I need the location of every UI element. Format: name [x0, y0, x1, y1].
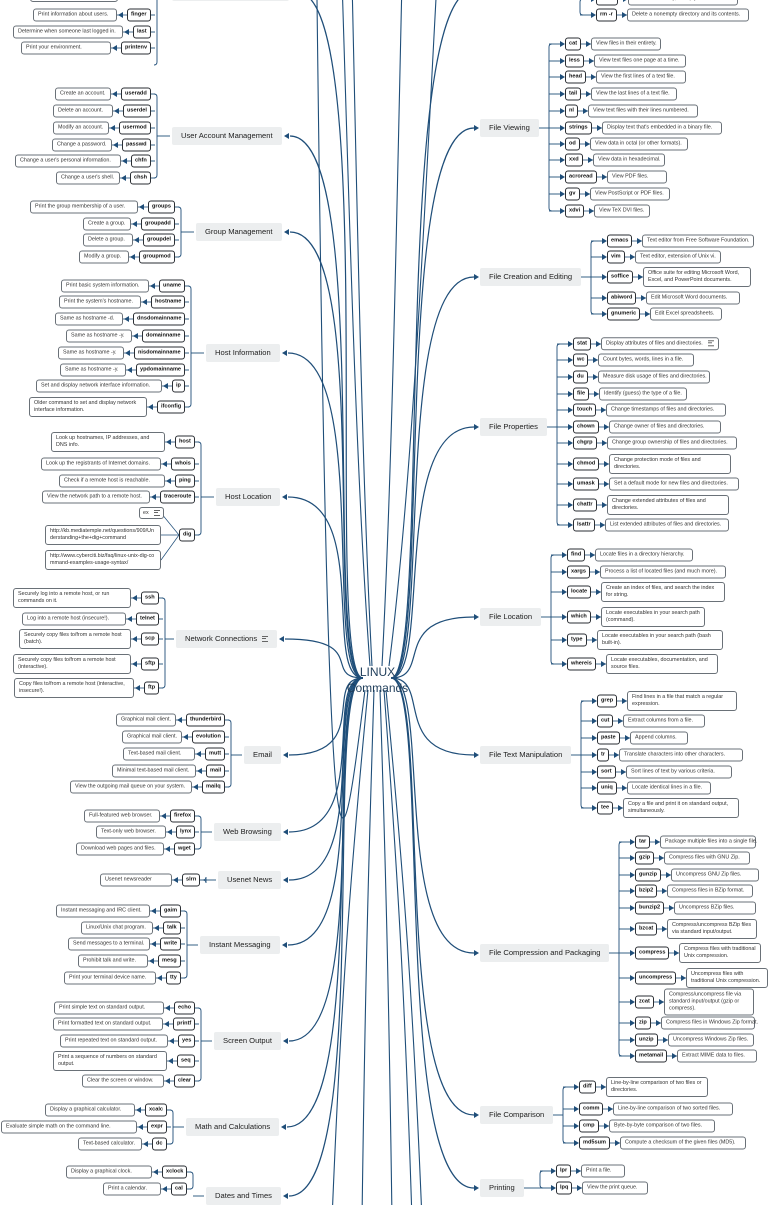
command-description: Display a graphical clock.: [66, 1166, 152, 1179]
command-description: Compress files in BZip format.: [667, 885, 753, 898]
command-description: Locate files in a directory hierarchy.: [595, 549, 693, 562]
command-ssh[interactable]: ssh: [141, 592, 159, 605]
command-description: Text-based calculator.: [78, 1138, 142, 1151]
command-description: Change a user's shell.: [56, 172, 120, 185]
command-scp[interactable]: scp: [141, 633, 159, 646]
command-hostname[interactable]: hostname: [151, 296, 185, 309]
command-description: Compress files in Windows Zip format.: [661, 1017, 755, 1030]
command-description: Print basic system information.: [61, 280, 149, 293]
command-md5sum[interactable]: md5sum: [579, 1137, 610, 1150]
command-description: Text editor, extension of Unix vi.: [635, 251, 721, 264]
command-lpq[interactable]: lpq: [556, 1182, 572, 1195]
command-description: Older command to set and display network interface information.: [29, 397, 147, 417]
command-description: Display attributes of files and directories.: [601, 337, 719, 350]
command-description: Change extended attributes of files and directories.: [607, 495, 729, 515]
command-description: Print repeated text on standard output.: [60, 1035, 168, 1048]
command-description: Line-by-line comparison of two files or directories.: [606, 1077, 708, 1097]
command-description: Display a graphical calculator.: [45, 1104, 135, 1117]
command-less[interactable]: less: [565, 55, 584, 68]
command-description: Locate executables in your search path (bash built-in).: [597, 630, 723, 650]
command-passwd[interactable]: passwd: [122, 139, 151, 152]
command-description: Print formatted text on standard output.: [53, 1018, 163, 1031]
command-clear[interactable]: clear: [174, 1075, 195, 1088]
command-evolution[interactable]: evolution: [192, 731, 225, 744]
command-description: Uncompress BZip files.: [674, 902, 756, 915]
command-gv[interactable]: gv: [565, 188, 580, 201]
command-description: [30, 0, 118, 2]
command-stat[interactable]: stat: [573, 338, 591, 351]
command-description: Graphical mail client.: [116, 714, 176, 727]
command-strings[interactable]: strings: [565, 122, 592, 135]
command-description: Securely log into a remote host, or run commands on it.: [13, 588, 131, 608]
command-ip[interactable]: ip: [172, 380, 185, 393]
command-description: Securely copy files to/from a remote host (batch).: [19, 629, 131, 649]
command-description: Usenet newsreader: [100, 874, 172, 887]
command-lynx[interactable]: lynx: [176, 826, 195, 839]
command-description: Log into a remote host (insecure!).: [22, 613, 126, 626]
central-topic-line2: Commands: [346, 681, 409, 695]
command-description: Change a password.: [52, 139, 112, 152]
command-description: View PDF files.: [607, 171, 667, 184]
command-touch[interactable]: touch: [573, 404, 596, 417]
command-file[interactable]: file: [573, 388, 589, 401]
topic-host-information[interactable]: Host Information: [206, 344, 280, 362]
command-telnet[interactable]: telnet: [136, 613, 159, 626]
command-talk[interactable]: talk: [163, 922, 181, 935]
topic-file-creation-and-editing[interactable]: File Creation and Editing: [480, 268, 581, 286]
command-abiword[interactable]: abiword: [607, 292, 636, 305]
command-description: Minimal text-based mail client.: [112, 765, 196, 778]
command-chsh[interactable]: chsh: [130, 172, 151, 185]
command-description: View TeX DVI files.: [594, 205, 650, 218]
command-description: Clear the screen or window.: [82, 1075, 164, 1088]
command-mesg[interactable]: mesg: [158, 955, 181, 968]
command-zcat[interactable]: zcat: [635, 996, 654, 1009]
command-zip[interactable]: zip: [635, 1017, 651, 1030]
command-printf[interactable]: printf: [173, 1018, 195, 1031]
command-description: Byte-by-byte comparison of two files.: [609, 1120, 715, 1133]
command-slrn[interactable]: slrn: [182, 874, 200, 887]
command-description: Sort lines of text by various criteria.: [626, 766, 732, 779]
topic-math-and-calculations[interactable]: Math and Calculations: [186, 1118, 279, 1136]
command-description: Text-based mail client.: [123, 748, 195, 761]
topic-group-management[interactable]: Group Management: [196, 223, 282, 241]
topic-file-viewing[interactable]: File Viewing: [480, 119, 539, 137]
command-paste[interactable]: paste: [597, 732, 620, 745]
command-mailq[interactable]: mailq: [202, 781, 225, 794]
command-rmdir[interactable]: [596, 0, 618, 6]
command-description: Compress/uncompress BZip files via standard input/output.: [667, 919, 757, 939]
command-description: View the print queue.: [582, 1182, 648, 1195]
command-description: Change timestamps of files and directories.: [606, 404, 726, 417]
command-description: View the first lines of a text file.: [596, 71, 686, 84]
command-description: Uncompress Windows Zip files.: [668, 1034, 754, 1047]
command-bunzip2[interactable]: bunzip2: [635, 902, 664, 915]
command-chgrp[interactable]: chgrp: [573, 437, 597, 450]
command-description: Change protection mode of files and directories.: [609, 454, 731, 474]
command-description: Edit Microsoft Word documents.: [646, 292, 740, 305]
command-od[interactable]: od: [565, 138, 580, 151]
command-bzip2[interactable]: bzip2: [635, 885, 657, 898]
command-xdvi[interactable]: xdvi: [565, 205, 584, 218]
command-tee[interactable]: tee: [597, 802, 613, 815]
command-sftp[interactable]: sftp: [141, 658, 159, 671]
note-icon[interactable]: [154, 510, 160, 516]
command-nl[interactable]: nl: [565, 105, 578, 118]
command-tty[interactable]: tty: [166, 972, 181, 985]
command-expr[interactable]: expr: [147, 1121, 167, 1134]
command-nisdomainname[interactable]: nisdomainname: [134, 347, 185, 360]
command-description: Print a calendar.: [103, 1183, 161, 1196]
central-topic[interactable]: [330, 664, 425, 696]
command-description: Line-by-line comparison of two sorted files.: [613, 1103, 733, 1116]
command-mail[interactable]: mail: [206, 765, 225, 778]
command-description: View data in octal (or other formats).: [590, 138, 688, 151]
command-description: Process a list of located files (and much more).: [600, 566, 726, 579]
command-cut[interactable]: cut: [597, 715, 613, 728]
command-thunderbird[interactable]: thunderbird: [186, 714, 225, 727]
command-domainname[interactable]: domainname: [142, 330, 185, 343]
command-ftp[interactable]: ftp: [144, 682, 159, 695]
topic-file-comparison[interactable]: File Comparison: [480, 1106, 553, 1124]
topic-file-location[interactable]: File Location: [480, 608, 541, 626]
command-which[interactable]: which: [567, 611, 591, 624]
command-description: Copy files to/from a remote host (interactive, insecure!).: [14, 678, 134, 698]
command-description: Change a user's personal information.: [15, 155, 121, 168]
command-description: View text files with their lines numbered.: [588, 105, 698, 118]
command-usermod[interactable]: usermod: [119, 122, 151, 135]
command-wget[interactable]: wget: [174, 843, 195, 856]
command-description: Print your environment.: [21, 42, 111, 55]
topic-host-location[interactable]: Host Location: [216, 488, 280, 506]
topic-usenet-news[interactable]: Usenet News: [218, 871, 281, 889]
command-comm[interactable]: comm: [579, 1103, 603, 1116]
command-description: Determine when someone last logged in.: [13, 26, 123, 39]
reference-link[interactable]: http://kb.mediatemple.net/questions/909/Understanding+the+dig+command: [45, 525, 161, 545]
command-groupmod[interactable]: groupmod: [139, 251, 175, 264]
command-dnsdomainname[interactable]: dnsdomainname: [133, 313, 185, 326]
command-description: Locate identical lines in a file.: [627, 782, 711, 795]
command-traceroute[interactable]: traceroute: [160, 491, 195, 504]
example-label[interactable]: ex: [139, 507, 164, 519]
command-lpr[interactable]: lpr: [556, 1165, 571, 1178]
command-groupdel[interactable]: groupdel: [143, 234, 175, 247]
command-host[interactable]: host: [175, 436, 195, 449]
command-acroread[interactable]: acroread: [565, 171, 597, 184]
command-description: Text-only web browser.: [96, 826, 166, 839]
topic-users-and-their-environment[interactable]: [172, 0, 289, 1]
command-description: Delete a group.: [83, 234, 133, 247]
command-description: Change owner of files and directories.: [609, 421, 721, 434]
command-last[interactable]: last: [133, 26, 151, 39]
command-groups[interactable]: groups: [148, 201, 175, 214]
command-chown[interactable]: chown: [573, 421, 599, 434]
command-description: Extract columns from a file.: [623, 715, 705, 728]
command-description: Translate characters into other characters.: [619, 749, 743, 762]
command-mutt[interactable]: mutt: [205, 748, 225, 761]
command-ping[interactable]: ping: [175, 475, 195, 488]
command-description: Print simple text on standard output.: [54, 1002, 164, 1015]
command-description: Print a sequence of numbers on standard output.: [53, 1051, 167, 1071]
topic-instant-messaging[interactable]: Instant Messaging: [200, 936, 280, 954]
command-description: Securely copy files to/from a remote host (interactive).: [13, 654, 131, 674]
topic-network-connections[interactable]: Network Connections: [176, 630, 277, 648]
command-gnumeric[interactable]: gnumeric: [607, 308, 640, 321]
command-description: Print a file.: [581, 1165, 625, 1178]
command-dig[interactable]: dig: [179, 529, 195, 542]
command-tar[interactable]: tar: [635, 836, 650, 849]
command-wc[interactable]: wc: [573, 354, 588, 367]
command-description: Download web pages and files.: [76, 843, 164, 856]
command-description: Delete a nonempty directory and its contents.: [627, 9, 749, 22]
command-head[interactable]: head: [565, 71, 586, 84]
command-write[interactable]: write: [160, 938, 181, 951]
command-description: Display text that's embedded in a binary file.: [602, 122, 722, 135]
topic-printing[interactable]: Printing: [480, 1179, 524, 1197]
command-du[interactable]: du: [573, 371, 588, 384]
command-yes[interactable]: yes: [178, 1035, 195, 1048]
topic-user-account-management[interactable]: User Account Management: [172, 127, 282, 145]
command-description: Measure disk usage of files and directories.: [598, 371, 710, 384]
command-metamail[interactable]: metamail: [635, 1050, 667, 1063]
command-description: Create a group.: [83, 218, 131, 231]
command-whereis[interactable]: whereis: [567, 658, 596, 671]
command-soffice[interactable]: soffice: [607, 271, 633, 284]
topic-web-browsing[interactable]: Web Browsing: [214, 823, 281, 841]
command-description: List extended attributes of files and directories.: [605, 519, 729, 532]
command-description: Print information about users.: [33, 9, 117, 22]
command-uname[interactable]: uname: [159, 280, 185, 293]
command-description: Uncompress GNU Zip files.: [671, 869, 759, 882]
command-chattr[interactable]: chattr: [573, 499, 597, 512]
command-rm-r[interactable]: rm -r: [596, 9, 617, 22]
command-description: Graphical mail client.: [122, 731, 182, 744]
command-tail[interactable]: tail: [565, 88, 581, 101]
command-description: Prohibit talk and write.: [78, 955, 148, 968]
command-cmp[interactable]: cmp: [579, 1120, 599, 1133]
command-description: Compute a checksum of the given files (MD5).: [620, 1137, 746, 1150]
command-xargs[interactable]: xargs: [567, 566, 590, 579]
command-description: Identify (guess) the type of a file.: [599, 388, 687, 401]
command-description: Same as hostname -d.: [55, 313, 123, 326]
command-useradd[interactable]: useradd: [121, 88, 151, 101]
command-ifconfig[interactable]: ifconfig: [157, 401, 185, 414]
command-description: Print your terminal device name.: [64, 972, 156, 985]
command-description: Look up hostnames, IP addresses, and DNS info.: [51, 432, 165, 452]
command-locate[interactable]: locate: [567, 586, 591, 599]
topic-email[interactable]: Email: [244, 746, 281, 764]
command-description: Count bytes, words, lines in a file.: [598, 354, 694, 367]
command-echo[interactable]: echo: [174, 1002, 195, 1015]
command-description: Compress files with traditional Unix compression.: [679, 943, 761, 963]
command-description: Delete an account.: [53, 105, 113, 118]
command-description: Send messages to a terminal.: [68, 938, 150, 951]
note-icon[interactable]: [708, 340, 714, 346]
command-whois[interactable]: whois: [171, 458, 195, 471]
command-description: Office suite for editing Microsoft Word, Excel, and PowerPoint documents.: [643, 267, 751, 287]
command-gzip[interactable]: gzip: [635, 852, 654, 865]
command-description: Print the group membership of a user.: [30, 201, 138, 214]
command-emacs[interactable]: emacs: [607, 235, 632, 248]
command-description: View the last lines of a text file.: [591, 88, 677, 101]
command-firefox[interactable]: firefox: [170, 810, 195, 823]
command-description: Copy a file and print it on standard output, simultaneously.: [623, 798, 739, 818]
command-description: Print the system's hostname.: [59, 296, 141, 309]
command-xcalc[interactable]: xcalc: [145, 1104, 167, 1117]
command-description: Create an account.: [55, 88, 111, 101]
command-description: View data in hexadecimal.: [593, 154, 665, 167]
command-description: View the network path to a remote host.: [42, 491, 150, 504]
command-lsattr[interactable]: lsattr: [573, 519, 595, 532]
command-tr[interactable]: tr: [597, 749, 609, 762]
command-gunzip[interactable]: gunzip: [635, 869, 661, 882]
reference-link[interactable]: http://www.cyberciti.biz/faq/linux-unix-dig-command-examples-usage-syntax/: [45, 550, 161, 570]
command-ypdomainname[interactable]: ypdomainname: [136, 364, 185, 377]
note-icon[interactable]: [262, 636, 268, 642]
command-description: Look up the registrants of Internet domains.: [41, 458, 161, 471]
command-umask[interactable]: umask: [573, 478, 599, 491]
command-vim[interactable]: vim: [607, 251, 625, 264]
topic-file-text-manipulation[interactable]: File Text Manipulation: [480, 746, 571, 764]
command-dc[interactable]: dc: [152, 1138, 167, 1151]
topic-file-properties[interactable]: File Properties: [480, 418, 547, 436]
command-grep[interactable]: grep: [597, 695, 617, 708]
command-description: Text editor from Free Software Foundation.: [642, 235, 754, 248]
command-bzcat[interactable]: bzcat: [635, 923, 657, 936]
command-chfn[interactable]: chfn: [131, 155, 151, 168]
command-cal[interactable]: cal: [171, 1183, 187, 1196]
command-xxd[interactable]: xxd: [565, 154, 583, 167]
command-description: Locate executables in your search path (command).: [601, 607, 705, 627]
command-description: Change group ownership of files and directories.: [607, 437, 737, 450]
command-unzip[interactable]: unzip: [635, 1034, 658, 1047]
command-finger[interactable]: finger: [127, 9, 151, 22]
command-diff[interactable]: diff: [579, 1081, 596, 1094]
command-gaim[interactable]: gaim: [160, 905, 181, 918]
topic-screen-output[interactable]: Screen Output: [214, 1032, 281, 1050]
command-description: View PostScript or PDF files.: [590, 188, 670, 201]
command-description: Check if a remote host is reachable.: [59, 475, 165, 488]
command-printenv[interactable]: printenv: [121, 42, 151, 55]
command-uncompress[interactable]: uncompress: [635, 972, 676, 985]
command-description: Set and display network interface information.: [36, 380, 162, 393]
command-description: Package multiple files into a single file.: [660, 836, 756, 849]
command-description: Same as hostname -y.: [66, 330, 132, 343]
command-description: Same as hostname -y.: [58, 347, 124, 360]
command-chmod[interactable]: chmod: [573, 458, 599, 471]
command-sort[interactable]: sort: [597, 766, 616, 779]
command-description: Extract MIME data to files.: [677, 1050, 757, 1063]
command-description: Full-featured web browser.: [84, 810, 160, 823]
command-description: Compress files with GNU Zip.: [664, 852, 750, 865]
command-description: Compress/uncompress file via standard input/output (gzip or compress).: [664, 989, 754, 1016]
command-description: Modify a group.: [79, 251, 129, 264]
command-description: Find lines in a file that match a regular expression.: [627, 691, 737, 711]
command-description: [628, 0, 738, 6]
command-description: Locate executables, documentation, and source files.: [606, 654, 718, 674]
command-description: Uncompress files with traditional Unix compression.: [686, 968, 768, 988]
command-seq[interactable]: seq: [177, 1055, 195, 1068]
command-cat[interactable]: cat: [565, 38, 581, 51]
command-description: Evaluate simple math on the command line.: [1, 1121, 137, 1134]
command-description: Set a default mode for new files and directories.: [609, 478, 739, 491]
command-groupadd[interactable]: groupadd: [141, 218, 175, 231]
command-description: View the outgoing mail queue on your system.: [70, 781, 192, 794]
command-description: Linux/Unix chat program.: [81, 922, 153, 935]
command-uniq[interactable]: uniq: [597, 782, 617, 795]
command-description: View text files one page at a time.: [594, 55, 686, 68]
command-xclock[interactable]: xclock: [162, 1166, 187, 1179]
command-description: View files in their entirety.: [591, 38, 661, 51]
command-userdel[interactable]: userdel: [123, 105, 151, 118]
command-description: Append columns.: [630, 732, 688, 745]
topic-dates-and-times[interactable]: Dates and Times: [206, 1187, 281, 1205]
command-description: Edit Excel spreadsheets.: [650, 308, 722, 321]
command-compress[interactable]: compress: [635, 947, 669, 960]
command-description: Create an index of files, and search the index for string.: [601, 582, 725, 602]
command-find[interactable]: find: [567, 549, 585, 562]
central-topic-line1: LINUX: [359, 665, 396, 679]
topic-file-compression-and-packaging[interactable]: File Compression and Packaging: [480, 944, 609, 962]
command-type[interactable]: type: [567, 634, 587, 647]
command-description: Instant messaging and IRC client.: [56, 905, 150, 918]
command-description: Modify an account.: [53, 122, 109, 135]
command-description: Same as hostname -y.: [60, 364, 126, 377]
